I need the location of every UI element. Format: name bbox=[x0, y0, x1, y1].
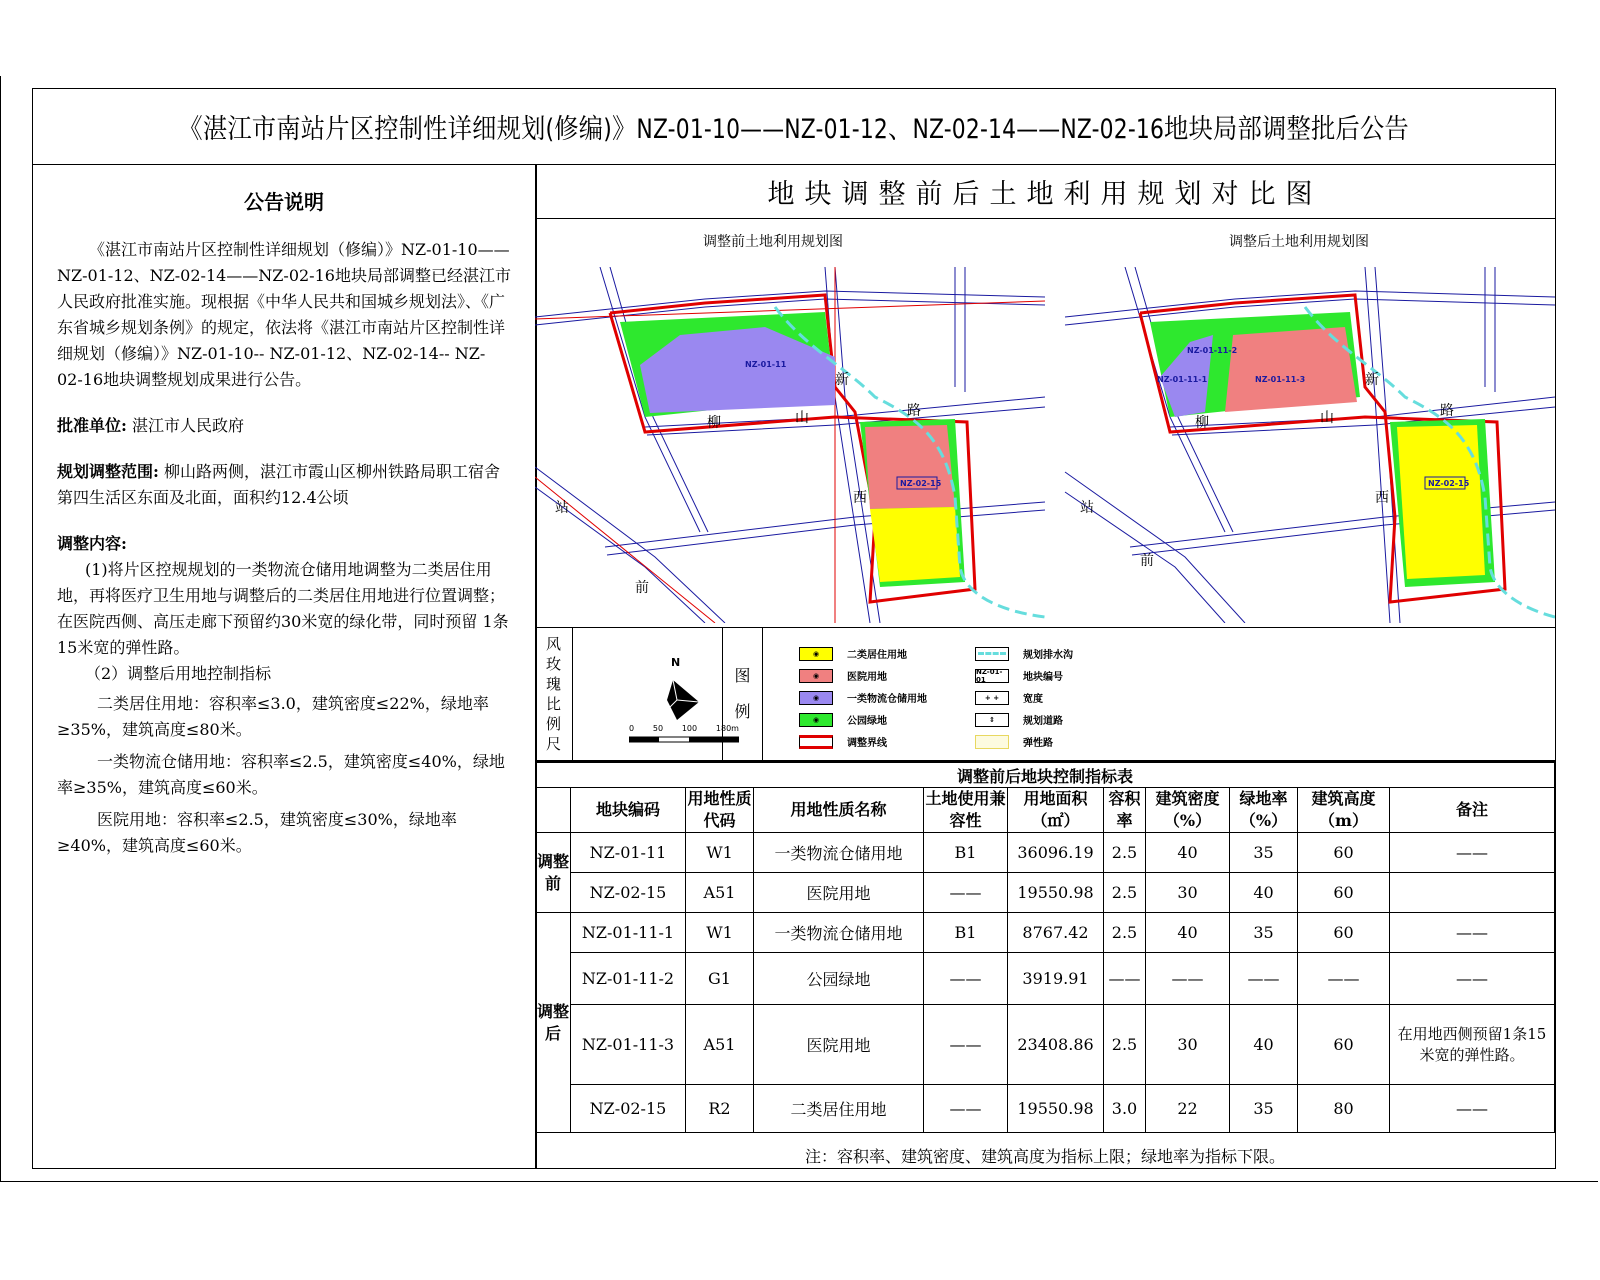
cell-far: 2.5 bbox=[1104, 913, 1146, 953]
map-after bbox=[1045, 267, 1555, 623]
cell-note: —— bbox=[1390, 833, 1555, 873]
north-label: N bbox=[671, 656, 681, 669]
cell-green: 35 bbox=[1230, 913, 1298, 953]
road-label: 新 bbox=[1365, 372, 1379, 388]
approval-label: 批准单位: bbox=[57, 416, 127, 435]
document-title: 《湛江市南站片区控制性详细规划(修编)》NZ-01-10——NZ-01-12、NZ-02-14——NZ-02-16地块局部调整批后公告 bbox=[178, 114, 1410, 145]
cell-area: 19550.98 bbox=[1008, 873, 1104, 913]
cell-density: 30 bbox=[1146, 1005, 1230, 1085]
legend-a51: ◉ 医院用地 bbox=[799, 668, 887, 683]
table-title: 调整前后地块控制指标表 bbox=[536, 763, 1555, 788]
cell-type: W1 bbox=[686, 913, 754, 953]
cell-far: 2.5 bbox=[1104, 833, 1146, 873]
cell-far: 2.5 bbox=[1104, 873, 1146, 913]
road-label: 柳 bbox=[1195, 415, 1209, 431]
cell-compat: B1 bbox=[924, 833, 1008, 873]
header-group bbox=[536, 788, 571, 833]
cell-name: 医院用地 bbox=[754, 1005, 924, 1085]
cell-name: 一类物流仓储用地 bbox=[754, 833, 924, 873]
wind-rose-icon bbox=[663, 676, 703, 724]
cell-green: 35 bbox=[1230, 833, 1298, 873]
header-area: 用地面积（㎡） bbox=[1008, 788, 1104, 833]
legend-drain: 规划排水沟 bbox=[975, 646, 1073, 661]
cell-type: A51 bbox=[686, 873, 754, 913]
cell-type: G1 bbox=[686, 953, 754, 1005]
cell-code: NZ-02-15 bbox=[571, 1085, 686, 1133]
cell-compat: —— bbox=[924, 1085, 1008, 1133]
content-label: 调整内容: bbox=[57, 534, 127, 553]
header-green: 绿地率（%） bbox=[1230, 788, 1298, 833]
index-r2: 二类居住用地：容积率≤3.0，建筑密度≤22%，绿地率≥35%，建筑高度≤80米。 bbox=[57, 694, 489, 739]
road-label: 路 bbox=[1440, 403, 1454, 419]
legend-label: 图 例 bbox=[723, 628, 763, 760]
cell-compat: —— bbox=[924, 873, 1008, 913]
road-label: 前 bbox=[635, 580, 649, 596]
group-before: 调整前 bbox=[536, 833, 571, 913]
cell-name: 二类居住用地 bbox=[754, 1085, 924, 1133]
index-w1: 一类物流仓储用地：容积率≤2.5，建筑密度≤40%，绿地率≥35%，建筑高度≤60米。 bbox=[57, 752, 505, 797]
road-label: 山 bbox=[795, 410, 809, 426]
scope-line bbox=[57, 459, 511, 511]
cell-compat: B1 bbox=[924, 913, 1008, 953]
table-row bbox=[536, 1085, 1555, 1133]
comparison-panel bbox=[535, 164, 1555, 1168]
cell-far: 3.0 bbox=[1104, 1085, 1146, 1133]
cell-density: 40 bbox=[1146, 833, 1230, 873]
cell-area: 23408.86 bbox=[1008, 1005, 1104, 1085]
cell-green: —— bbox=[1230, 953, 1298, 1005]
cell-compat: —— bbox=[924, 953, 1008, 1005]
table-row bbox=[536, 1005, 1555, 1085]
cell-height: 60 bbox=[1298, 913, 1390, 953]
legend-g1: ◉ 公园绿地 bbox=[799, 712, 887, 727]
table-header-row bbox=[536, 788, 1555, 833]
cell-far: —— bbox=[1104, 953, 1146, 1005]
scale-ticks: 0 50 100 180m bbox=[629, 724, 739, 733]
approval-value: 湛江市人民政府 bbox=[132, 416, 245, 435]
cell-type: R2 bbox=[686, 1085, 754, 1133]
cell-density: —— bbox=[1146, 953, 1230, 1005]
parcel-label: NZ-01-11-3 bbox=[1255, 375, 1306, 384]
road-label: 西 bbox=[1375, 490, 1389, 506]
content-item-1: (1)将片区控规规划的一类物流仓储用地调整为二类居住用地，再将医疗卫生用地与调整后的二类居住用地进行位置调整；在医院西侧、高压走廊下预留约30米宽的绿化带，同时预留 1条15米宽的弹性路。 bbox=[57, 560, 509, 657]
cell-type: A51 bbox=[686, 1005, 754, 1085]
index-table bbox=[535, 762, 1555, 1177]
road-label: 柳 bbox=[707, 415, 721, 431]
map-after-label: 调整后土地利用规划图 bbox=[1229, 234, 1369, 250]
legend-row bbox=[535, 628, 1555, 762]
cell-name: 公园绿地 bbox=[754, 953, 924, 1005]
cell-note: —— bbox=[1390, 1085, 1555, 1133]
cell-height: 80 bbox=[1298, 1085, 1390, 1133]
cell-height: 60 bbox=[1298, 1005, 1390, 1085]
notice-title: 公告说明 bbox=[244, 190, 324, 214]
cell-note bbox=[1390, 873, 1555, 913]
cell-area: 8767.42 bbox=[1008, 913, 1104, 953]
cell-note: 在用地西侧预留1条15米宽的弹性路。 bbox=[1390, 1005, 1555, 1085]
map-before bbox=[535, 267, 1045, 623]
header-density: 建筑密度（%） bbox=[1146, 788, 1230, 833]
cell-height: 60 bbox=[1298, 833, 1390, 873]
road-label: 西 bbox=[853, 490, 867, 506]
cell-green: 35 bbox=[1230, 1085, 1298, 1133]
cell-far: 2.5 bbox=[1104, 1005, 1146, 1085]
table-row bbox=[536, 833, 1555, 873]
parcel-label: NZ-02-15 bbox=[900, 479, 942, 488]
parcel-label: NZ-01-11 bbox=[745, 360, 787, 369]
table-row bbox=[536, 873, 1555, 913]
road-label: 新 bbox=[835, 372, 849, 388]
header-height: 建筑高度（m） bbox=[1298, 788, 1390, 833]
cell-density: 30 bbox=[1146, 873, 1230, 913]
cell-area: 36096.19 bbox=[1008, 833, 1104, 873]
cell-height: 60 bbox=[1298, 873, 1390, 913]
cell-note: —— bbox=[1390, 913, 1555, 953]
legend-items bbox=[763, 628, 1555, 760]
parcel-label: NZ-01-11-2 bbox=[1187, 346, 1238, 355]
scope-label: 规划调整范围: bbox=[57, 462, 159, 481]
cell-code: NZ-01-11-2 bbox=[571, 953, 686, 1005]
legend-road: ⇕ 规划道路 bbox=[975, 712, 1063, 727]
road-label: 路 bbox=[907, 403, 921, 419]
cell-name: 一类物流仓储用地 bbox=[754, 913, 924, 953]
cell-name: 医院用地 bbox=[754, 873, 924, 913]
legend-parcel-code: NZ-01-01 地块编号 bbox=[976, 667, 1063, 684]
notice-panel bbox=[33, 164, 537, 1168]
index-a51: 医院用地：容积率≤2.5，建筑密度≤30%，绿地率≥40%，建筑高度≤60米。 bbox=[57, 810, 457, 855]
cell-note: —— bbox=[1390, 953, 1555, 1005]
maps-area bbox=[535, 219, 1555, 628]
document-frame bbox=[32, 88, 1556, 1169]
cell-code: NZ-02-15 bbox=[571, 873, 686, 913]
cell-height: —— bbox=[1298, 953, 1390, 1005]
notice-intro: 《湛江市南站片区控制性详细规划（修编）》NZ-01-10——NZ-01-12、NZ-02-14——NZ-02-16地块局部调整已经湛江市人民政府批准实施。现根据《中华人民共和国城乡规划法》、《广东省城乡规划条例》的规定，依法将《湛江市南站片区控制性详细规划（修编）》NZ-01-10-- NZ-01-12、NZ-02-14-- NZ-02-16地块调整规划成果进行公告。 bbox=[57, 240, 511, 389]
road-label: 山 bbox=[1320, 410, 1334, 426]
compass-label: 风 玫 瑰 比 例 尺 bbox=[535, 628, 573, 760]
header-far: 容积率 bbox=[1104, 788, 1146, 833]
cell-code: NZ-01-11-3 bbox=[571, 1005, 686, 1085]
cell-type: W1 bbox=[686, 833, 754, 873]
content-item-2: （2）调整后用地控制指标 bbox=[85, 664, 272, 683]
document-header bbox=[33, 89, 1555, 165]
header-note: 备注 bbox=[1390, 788, 1555, 833]
legend-boundary: 调整界线 bbox=[799, 734, 887, 749]
cell-compat: —— bbox=[924, 1005, 1008, 1085]
road-label: 前 bbox=[1140, 553, 1154, 569]
table-row bbox=[536, 913, 1555, 953]
cell-density: 40 bbox=[1146, 913, 1230, 953]
cell-area: 3919.91 bbox=[1008, 953, 1104, 1005]
road-label: 站 bbox=[555, 500, 569, 516]
parcel-label: NZ-02-15 bbox=[1428, 479, 1470, 488]
parcel-label: NZ-01-11-1 bbox=[1157, 375, 1208, 384]
scope-value: 柳山路两侧，湛江市霞山区柳州铁路局职工宿舍第四生活区东面及北面，面积约12.4公顷 bbox=[57, 462, 501, 507]
notice-body bbox=[33, 237, 535, 859]
cell-green: 40 bbox=[1230, 873, 1298, 913]
cell-code: NZ-01-11-1 bbox=[571, 913, 686, 953]
map-before-label: 调整前土地利用规划图 bbox=[703, 234, 843, 250]
header-compat: 土地使用兼容性 bbox=[924, 788, 1008, 833]
cell-green: 40 bbox=[1230, 1005, 1298, 1085]
table-row bbox=[536, 953, 1555, 1005]
legend-flex-road: 弹性路 bbox=[975, 734, 1053, 749]
road-label: 站 bbox=[1080, 500, 1094, 516]
legend-r2: ◉ 二类居住用地 bbox=[799, 646, 907, 661]
compass-scale-cell bbox=[573, 628, 739, 760]
header-code: 地块编码 bbox=[571, 788, 686, 833]
header-type-code: 用地性质代码 bbox=[686, 788, 754, 833]
header-type-name: 用地性质名称 bbox=[754, 788, 924, 833]
cell-area: 19550.98 bbox=[1008, 1085, 1104, 1133]
legend-w1: ◉ 一类物流仓储用地 bbox=[799, 690, 927, 705]
approval-line bbox=[57, 413, 511, 439]
group-after: 调整后 bbox=[536, 913, 571, 1133]
legend-width: + + 宽度 bbox=[975, 690, 1043, 705]
table-footnote: 注：容积率、建筑密度、建筑高度为指标上限；绿地率为指标下限。 bbox=[536, 1133, 1555, 1178]
comparison-title: 地块调整前后土地利用规划对比图 bbox=[767, 178, 1323, 210]
comparison-title-bar bbox=[535, 164, 1555, 219]
cell-density: 22 bbox=[1146, 1085, 1230, 1133]
cell-code: NZ-01-11 bbox=[571, 833, 686, 873]
